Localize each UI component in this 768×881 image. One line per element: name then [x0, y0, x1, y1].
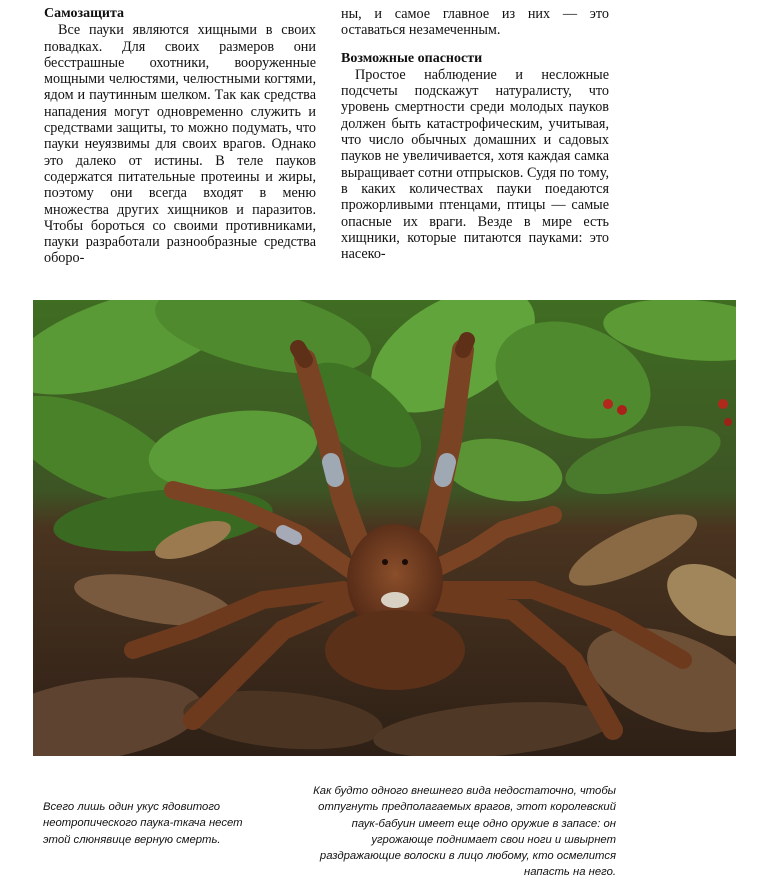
- spider-fangs: [381, 592, 409, 608]
- photo-caption-right: Как будто одного внешнего вида недостаточно, чтобы отпугнуть предполагаемых врагов, этот королевский паук-бабуин имеет еще одно оружие в запасе: он угрожающе поднимает свои ноги и швырнет раздражающие волоски в лицо любому, кто осмелится напасть на него.: [313, 785, 616, 879]
- body-paragraph: Простое наблюдение и несложные подсчеты подскажут натуралисту, что уровень смертности среди молодых пауков должен быть катастрофическим, учитывая, что число обычных домашних и садовых пауков не увеличивается, хотя каждая самка выращивает сотни отпрысков. Судя по тому, в каких количествах пауки поедаются прожорливыми птенцами, птицы — самые опасные их враги. Везде в мире есть хищники, которые питаются пауками: это насеко-: [341, 66, 609, 263]
- spider-photo: [33, 300, 736, 756]
- right-column: [341, 6, 609, 262]
- section-heading-self-defense: Самозащита: [44, 6, 125, 21]
- section-heading-possible-dangers: Возможные опасности: [341, 50, 483, 66]
- left-column: [44, 6, 316, 267]
- photo-caption-left: Всего лишь один укус ядовитого неотропического паука-ткача несет этой слюнявице верную смерть.: [43, 801, 243, 846]
- body-paragraph-continuation: ны, и самое главное из них — это оставаться незамеченным.: [341, 6, 609, 39]
- spider-illustration: [33, 300, 736, 756]
- body-paragraph: Все пауки являются хищными в своих повадках. Для своих размеров они бесстрашные охотники, вооруженные мощными челюстями, челюстными когтями, ядом и паутинным шелком. Так как средства нападения могут одновременно служить и средствами защиты, то можно подумать, что пауки неуязвимы для своих врагов. Однако это далеко от истины. В теле пауков содержатся питательные протеины и жиры, поэтому они всегда входят в меню множества других хищников и паразитов. Чтобы бороться со своими противниками, пауки разработали разнообразные средства оборо-: [44, 22, 316, 267]
- spider-abdomen: [325, 610, 465, 690]
